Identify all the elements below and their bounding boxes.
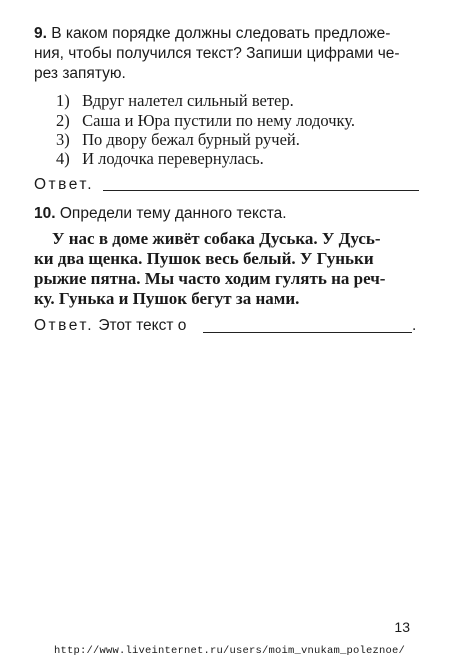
task9-prompt-line-1: В каком порядке должны следовать предложе- — [51, 25, 391, 42]
option-number: 1) — [56, 91, 70, 110]
task10-answer-row — [34, 317, 186, 335]
task9-line-1 — [34, 24, 390, 44]
task9-answer-line[interactable] — [103, 190, 419, 191]
option-text: Саша и Юра пустили по нему лодочку. — [82, 111, 356, 130]
page-number: 13 — [394, 619, 410, 635]
task10-number: 10. — [34, 205, 56, 222]
task9-prompt-line-3: рез запятую. — [34, 65, 126, 82]
option-text: По двору бежал бурный ручей. — [82, 130, 300, 149]
option-number: 4) — [56, 149, 70, 168]
task10-answer-period: . — [412, 317, 417, 334]
option-text: И лодочка перевернулась. — [82, 149, 264, 168]
story-line-3: рыжие пятна. Мы часто ходим гулять на реч- — [34, 269, 386, 288]
task9-option-3 — [56, 130, 300, 150]
task10-prompt: Определи тему данного текста. — [59, 205, 287, 222]
option-number: 3) — [56, 130, 70, 149]
task9-number: 9. — [34, 25, 47, 42]
story-line-1: У нас в доме живёт собака Дуська. У Дусь- — [52, 229, 381, 248]
task9-answer-label: Ответ. — [34, 176, 95, 193]
task10-answer-prefix: Этот текст о — [98, 317, 187, 334]
source-url-link[interactable]: http://www.liveinternet.ru/users/moim_vnukam_poleznoe/ — [53, 645, 406, 657]
task9-option-4 — [56, 149, 264, 169]
task10-answer-line[interactable] — [203, 332, 412, 333]
task9-option-2 — [56, 111, 355, 131]
task10-answer-label: Ответ. — [34, 317, 95, 334]
task9-prompt-line-2: ния, чтобы получился текст? Запиши цифрами че- — [34, 45, 400, 62]
option-number: 2) — [56, 111, 70, 130]
story-line-2: ки два щенка. Пушок весь белый. У Гуньки — [34, 249, 374, 268]
story-line-4: ку. Гунька и Пушок бегут за нами. — [34, 289, 300, 308]
option-text: Вдруг налетел сильный ветер. — [82, 91, 294, 110]
task9-option-1 — [56, 91, 294, 111]
task10-line-1 — [34, 204, 287, 224]
